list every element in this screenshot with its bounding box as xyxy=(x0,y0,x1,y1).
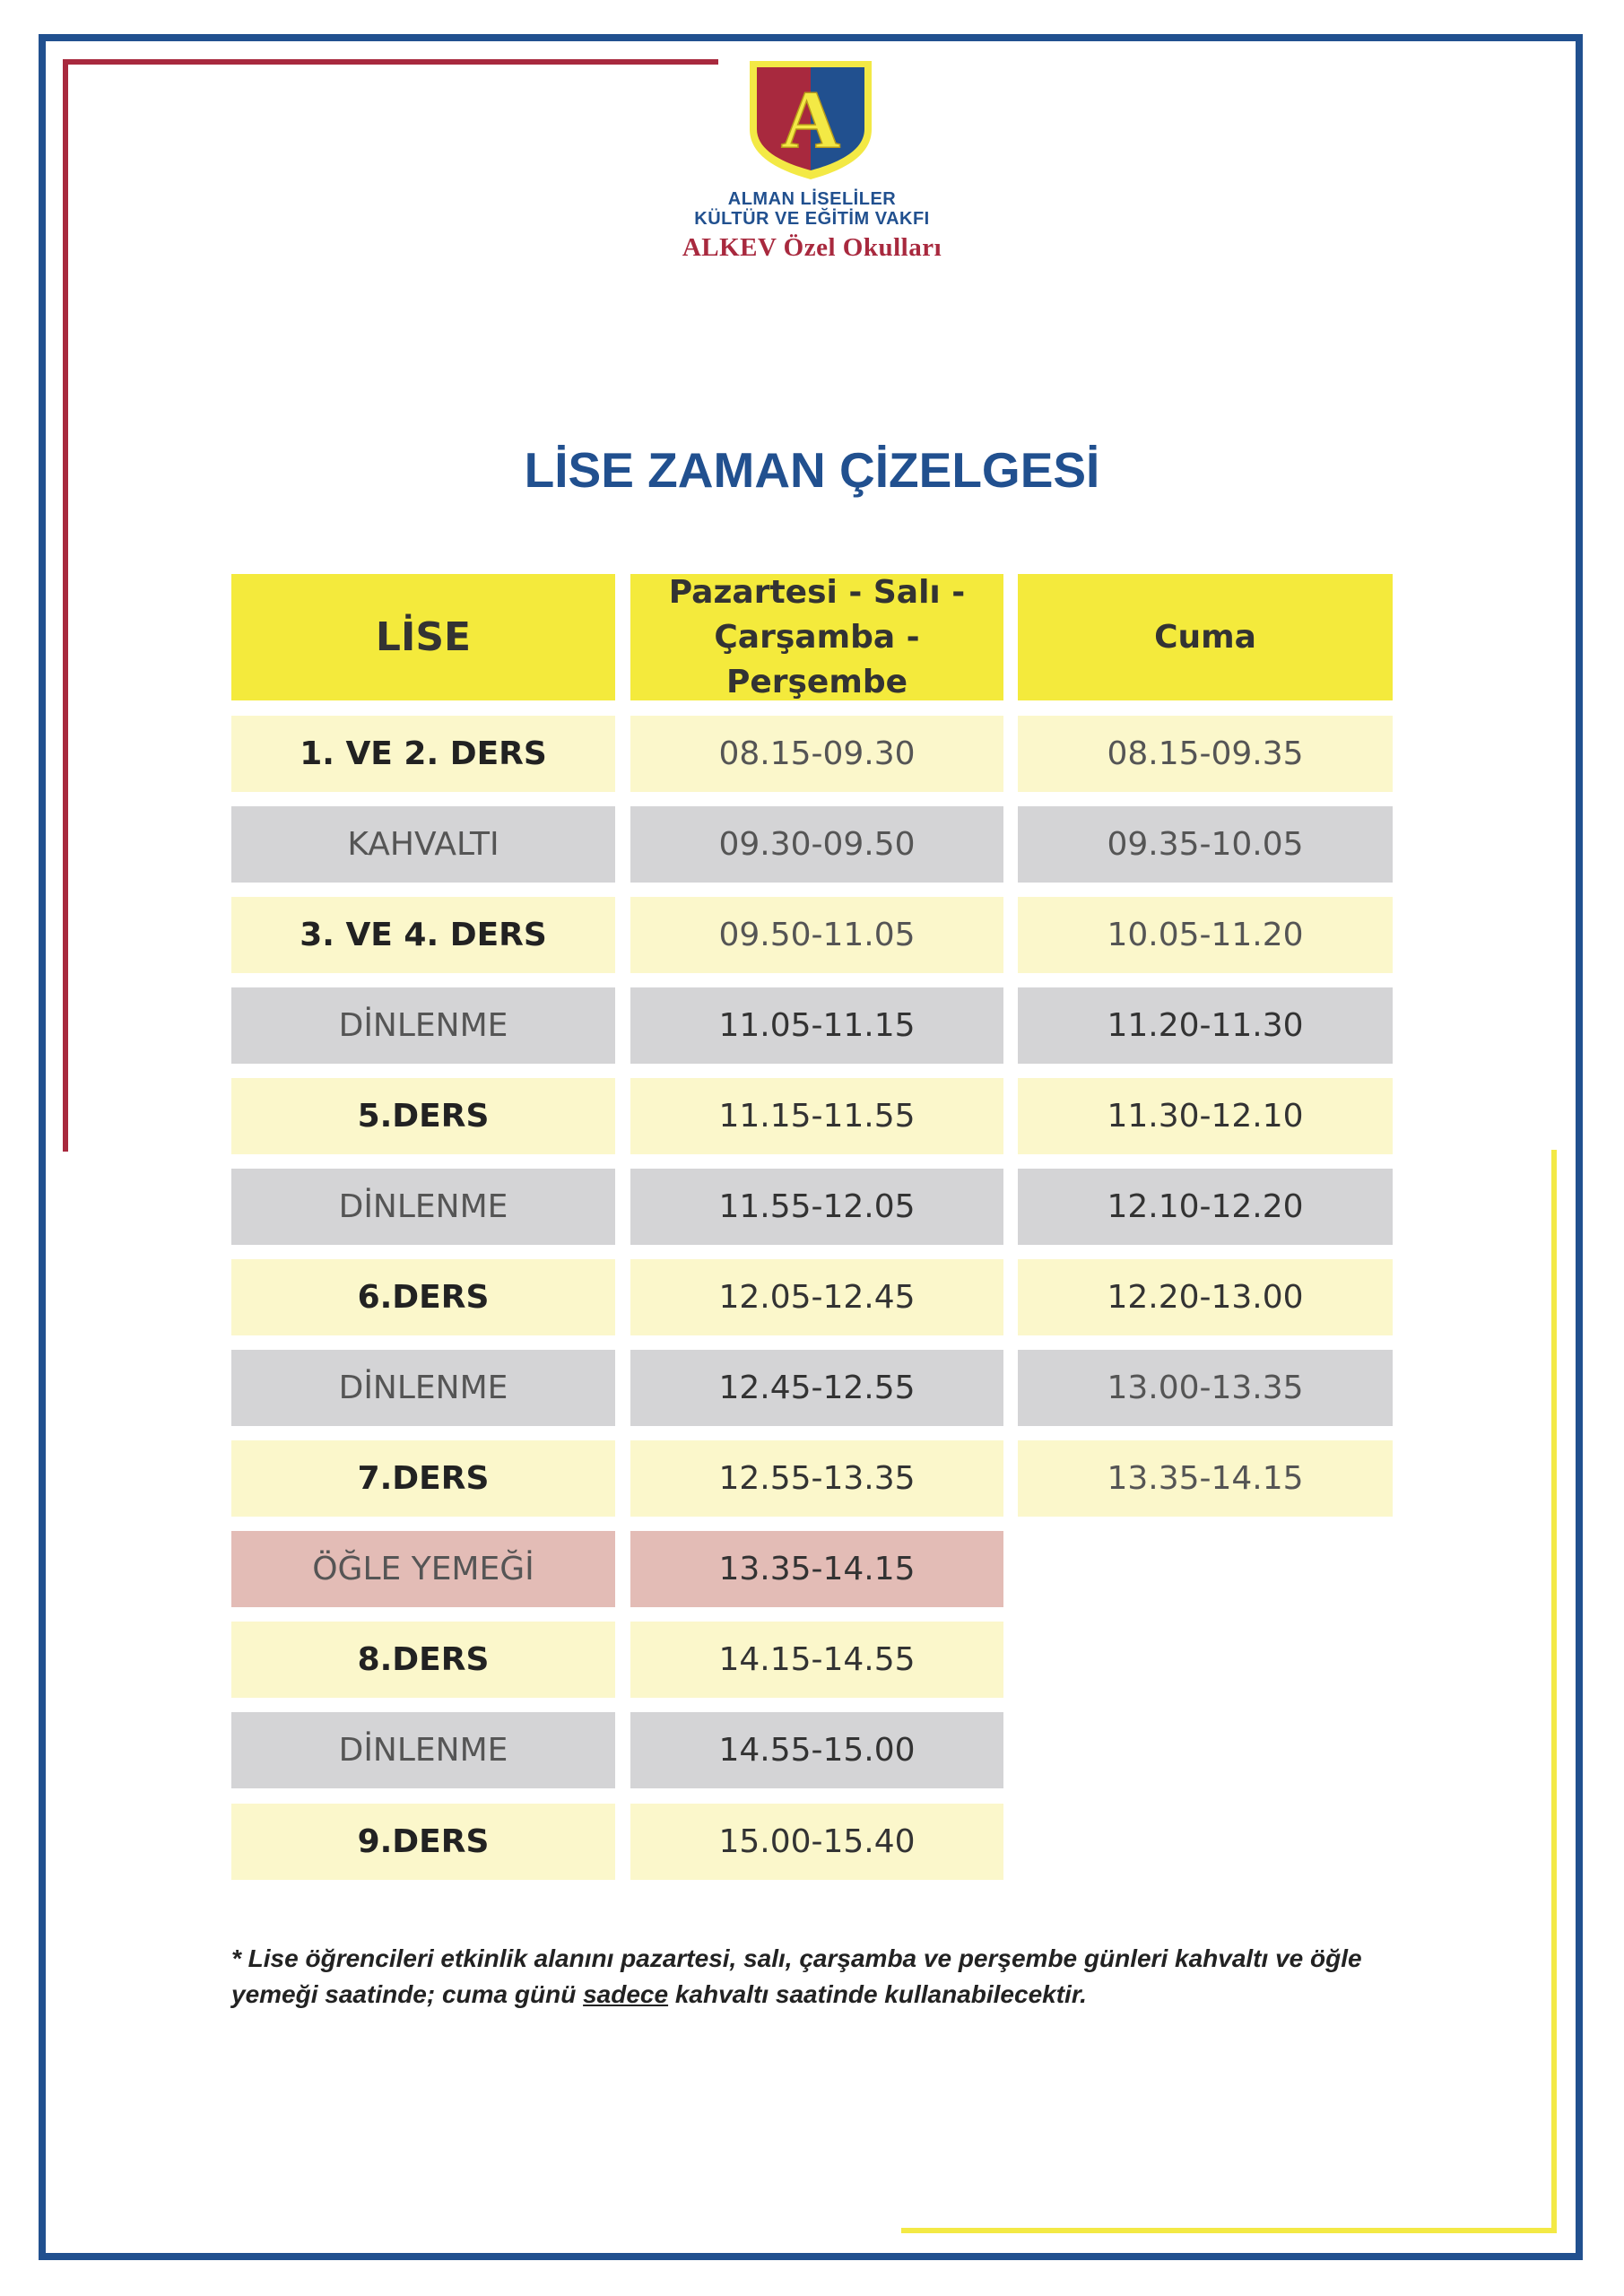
foundation-name-line1: ALMAN LİSELİLER xyxy=(727,189,897,209)
foundation-name-line2: KÜLTÜR VE EĞİTİM VAKFI xyxy=(694,209,930,229)
row-label: 3. VE 4. DERS xyxy=(231,897,615,973)
svg-text:A: A xyxy=(780,74,841,165)
time-friday: 13.00-13.35 xyxy=(1018,1350,1393,1426)
time-friday: 10.05-11.20 xyxy=(1018,897,1393,973)
header-lise: LİSE xyxy=(231,574,615,700)
time-friday: 11.30-12.10 xyxy=(1018,1078,1393,1154)
time-mon-thu: 11.15-11.55 xyxy=(630,1078,1003,1154)
time-mon-thu: 14.55-15.00 xyxy=(630,1712,1003,1788)
school-shield-logo xyxy=(746,59,875,181)
accent-line-yellow-bottom xyxy=(901,2228,1557,2233)
time-mon-thu: 15.00-15.40 xyxy=(630,1804,1003,1880)
row-label: ÖĞLE YEMEĞİ xyxy=(231,1531,615,1607)
time-friday: 12.10-12.20 xyxy=(1018,1169,1393,1245)
footnote xyxy=(231,1941,1424,2013)
header-mon-thu: Pazartesi - Salı - Çarşamba - Perşembe xyxy=(630,574,1003,700)
time-mon-thu: 14.15-14.55 xyxy=(630,1622,1003,1698)
accent-line-yellow-right xyxy=(1551,1150,1557,2231)
time-friday: 13.35-14.15 xyxy=(1018,1440,1393,1517)
time-mon-thu: 09.30-09.50 xyxy=(630,806,1003,883)
time-friday: 12.20-13.00 xyxy=(1018,1259,1393,1335)
school-name: ALKEV Özel Okulları xyxy=(682,233,942,262)
time-mon-thu: 12.55-13.35 xyxy=(630,1440,1003,1517)
time-mon-thu: 13.35-14.15 xyxy=(630,1531,1003,1607)
row-label: DİNLENME xyxy=(231,1712,615,1788)
row-label: 8.DERS xyxy=(231,1622,615,1698)
time-mon-thu: 11.55-12.05 xyxy=(630,1169,1003,1245)
row-label: KAHVALTI xyxy=(231,806,615,883)
row-label: 5.DERS xyxy=(231,1078,615,1154)
header-friday: Cuma xyxy=(1018,574,1393,700)
footnote-text-1: * Lise öğrencileri etkinlik alanını pazartesi, salı, çarşamba ve perşembe günleri kahvaltı ve öğle yemeği saatinde; cuma günü xyxy=(231,1944,1362,2008)
time-mon-thu: 12.45-12.55 xyxy=(630,1350,1003,1426)
time-mon-thu: 09.50-11.05 xyxy=(630,897,1003,973)
time-mon-thu: 08.15-09.30 xyxy=(630,716,1003,792)
footnote-text-2: kahvaltı saatinde kullanabilecektir. xyxy=(668,1980,1087,2008)
row-label: DİNLENME xyxy=(231,1169,615,1245)
time-mon-thu: 12.05-12.45 xyxy=(630,1259,1003,1335)
time-friday: 11.20-11.30 xyxy=(1018,987,1393,1064)
footnote-underlined: sadece xyxy=(583,1980,669,2008)
row-label: DİNLENME xyxy=(231,1350,615,1426)
row-label: 7.DERS xyxy=(231,1440,615,1517)
row-label: 1. VE 2. DERS xyxy=(231,716,615,792)
row-label: DİNLENME xyxy=(231,987,615,1064)
accent-line-red-top xyxy=(65,59,718,65)
row-label: 9.DERS xyxy=(231,1804,615,1880)
time-friday: 08.15-09.35 xyxy=(1018,716,1393,792)
page-title: LİSE ZAMAN ÇİZELGESİ xyxy=(524,442,1100,498)
time-mon-thu: 11.05-11.15 xyxy=(630,987,1003,1064)
row-label: 6.DERS xyxy=(231,1259,615,1335)
time-friday: 09.35-10.05 xyxy=(1018,806,1393,883)
